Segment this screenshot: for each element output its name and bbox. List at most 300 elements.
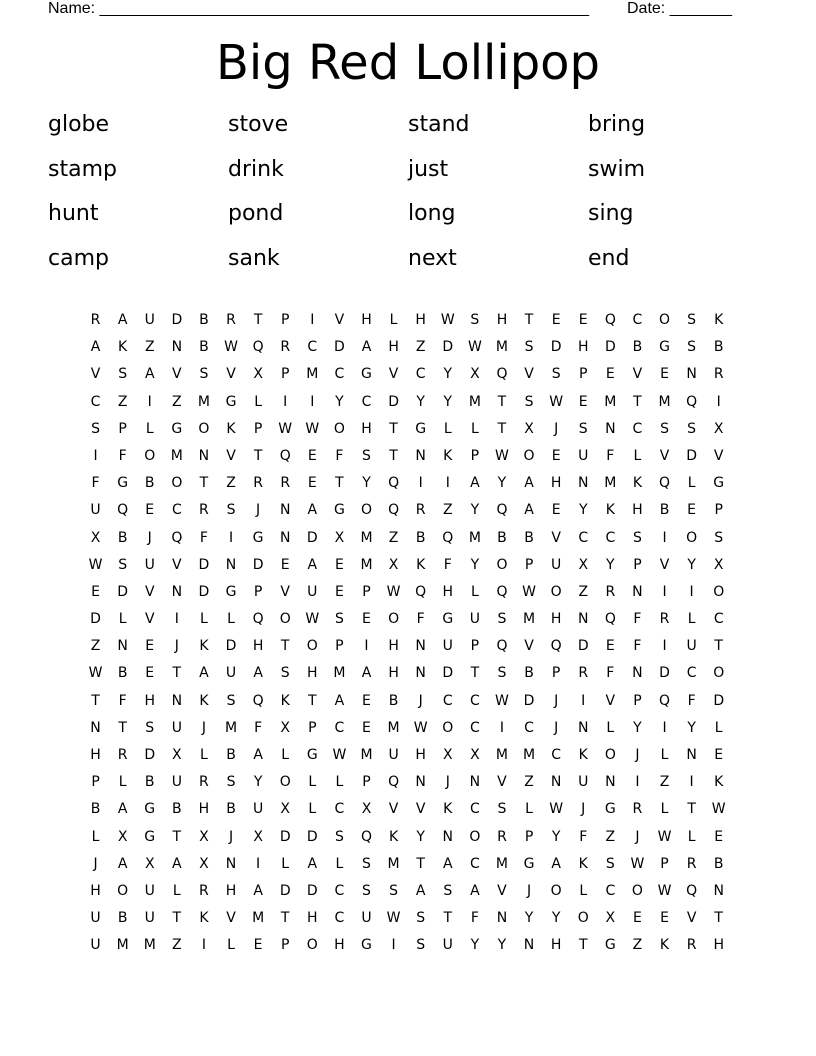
grid-letter[interactable]: Q bbox=[252, 611, 264, 628]
grid-letter[interactable]: L bbox=[606, 719, 615, 736]
grid-letter[interactable]: J bbox=[445, 774, 450, 791]
grid-letter[interactable]: A bbox=[307, 855, 318, 872]
grid-letter[interactable]: C bbox=[171, 502, 182, 519]
grid-letter[interactable]: T bbox=[253, 447, 263, 464]
grid-letter[interactable]: O bbox=[550, 583, 562, 600]
grid-letter[interactable]: R bbox=[605, 583, 616, 600]
grid-letter[interactable]: K bbox=[714, 774, 724, 791]
grid-letter[interactable]: N bbox=[469, 774, 481, 791]
grid-letter[interactable]: T bbox=[172, 828, 182, 845]
grid-letter[interactable]: X bbox=[253, 366, 263, 383]
grid-letter[interactable]: A bbox=[334, 692, 345, 709]
grid-letter[interactable]: U bbox=[144, 910, 155, 927]
grid-letter[interactable]: X bbox=[388, 556, 399, 573]
grid-letter[interactable]: I bbox=[662, 638, 667, 655]
grid-letter[interactable]: Q bbox=[659, 475, 671, 492]
grid-letter[interactable]: S bbox=[497, 801, 507, 818]
grid-letter[interactable]: C bbox=[307, 339, 318, 356]
grid-letter[interactable]: X bbox=[117, 828, 128, 845]
grid-letter[interactable]: E bbox=[145, 638, 155, 655]
grid-letter[interactable]: C bbox=[90, 393, 101, 410]
grid-letter[interactable]: A bbox=[307, 502, 318, 519]
grid-letter[interactable]: A bbox=[117, 801, 128, 818]
grid-letter[interactable]: B bbox=[226, 801, 236, 818]
grid-letter[interactable]: Y bbox=[551, 910, 561, 927]
grid-letter[interactable]: Q bbox=[388, 475, 400, 492]
grid-letter[interactable]: I bbox=[310, 312, 315, 328]
grid-letter[interactable]: S bbox=[687, 312, 697, 328]
grid-letter[interactable]: G bbox=[306, 747, 318, 763]
grid-letter[interactable]: T bbox=[91, 692, 100, 709]
grid-letter[interactable]: F bbox=[118, 692, 127, 709]
grid-letter[interactable]: X bbox=[713, 420, 724, 437]
grid-letter[interactable]: T bbox=[389, 420, 398, 437]
grid-letter[interactable]: B bbox=[117, 910, 128, 927]
grid-letter[interactable]: P bbox=[362, 583, 371, 600]
grid-letter[interactable]: C bbox=[334, 882, 345, 899]
grid-letter[interactable]: R bbox=[280, 339, 291, 356]
grid-letter[interactable]: C bbox=[551, 747, 562, 763]
grid-letter[interactable]: L bbox=[91, 828, 100, 845]
grid-letter[interactable]: Y bbox=[443, 366, 453, 383]
grid-letter[interactable]: K bbox=[714, 312, 724, 328]
grid-letter[interactable]: G bbox=[252, 529, 264, 546]
grid-letter[interactable]: D bbox=[279, 828, 291, 845]
grid-letter[interactable]: L bbox=[227, 611, 235, 628]
grid-letter[interactable]: F bbox=[443, 556, 452, 573]
grid-letter[interactable]: S bbox=[497, 611, 507, 628]
grid-letter[interactable]: M bbox=[495, 339, 508, 356]
grid-letter[interactable]: O bbox=[360, 502, 372, 519]
grid-letter[interactable]: A bbox=[551, 855, 561, 872]
grid-letter[interactable]: H bbox=[415, 312, 426, 328]
grid-letter[interactable]: Z bbox=[172, 393, 182, 410]
grid-letter[interactable]: Q bbox=[442, 529, 454, 546]
grid-letter[interactable]: M bbox=[224, 719, 238, 736]
grid-letter[interactable]: D bbox=[279, 882, 291, 899]
grid-letter[interactable]: X bbox=[470, 366, 480, 383]
grid-letter[interactable]: H bbox=[577, 339, 589, 356]
grid-letter[interactable]: S bbox=[226, 502, 236, 519]
grid-letter[interactable]: U bbox=[361, 910, 372, 927]
grid-letter[interactable]: Q bbox=[550, 638, 562, 655]
grid-letter[interactable]: E bbox=[145, 502, 155, 519]
grid-letter[interactable]: E bbox=[660, 366, 669, 383]
grid-letter[interactable]: L bbox=[118, 611, 127, 628]
grid-letter[interactable]: G bbox=[523, 855, 535, 872]
grid-letter[interactable]: E bbox=[307, 475, 317, 492]
grid-letter[interactable]: A bbox=[90, 339, 101, 356]
grid-letter[interactable]: Q bbox=[686, 882, 698, 899]
grid-letter[interactable]: A bbox=[253, 747, 263, 763]
grid-letter[interactable]: W bbox=[278, 420, 293, 437]
grid-letter[interactable]: N bbox=[632, 665, 643, 682]
grid-letter[interactable]: N bbox=[442, 828, 453, 845]
grid-letter[interactable]: V bbox=[226, 910, 236, 927]
grid-letter[interactable]: K bbox=[280, 692, 290, 709]
grid-letter[interactable]: B bbox=[144, 774, 155, 791]
grid-letter[interactable]: G bbox=[604, 801, 616, 818]
grid-letter[interactable]: M bbox=[387, 719, 400, 736]
grid-letter[interactable]: U bbox=[144, 882, 155, 899]
grid-letter[interactable]: N bbox=[577, 719, 589, 736]
grid-letter[interactable]: X bbox=[361, 801, 372, 818]
grid-letter[interactable]: N bbox=[713, 882, 724, 899]
grid-letter[interactable]: T bbox=[470, 665, 480, 682]
grid-letter[interactable]: I bbox=[201, 937, 206, 954]
grid-letter[interactable]: D bbox=[198, 583, 210, 600]
grid-letter[interactable]: P bbox=[91, 774, 100, 791]
grid-letter[interactable]: C bbox=[334, 366, 345, 383]
grid-letter[interactable]: L bbox=[172, 882, 181, 899]
grid-letter[interactable]: K bbox=[226, 420, 236, 437]
grid-letter[interactable]: Q bbox=[252, 692, 264, 709]
grid-letter[interactable]: Y bbox=[443, 393, 453, 410]
grid-letter[interactable]: H bbox=[388, 638, 399, 655]
grid-letter[interactable]: N bbox=[415, 774, 426, 791]
grid-letter[interactable]: T bbox=[687, 801, 696, 818]
grid-letter[interactable]: D bbox=[713, 692, 725, 709]
grid-letter[interactable]: S bbox=[280, 665, 290, 682]
grid-letter[interactable]: C bbox=[524, 719, 534, 736]
grid-letter[interactable]: R bbox=[253, 475, 263, 492]
grid-letter[interactable]: P bbox=[253, 583, 263, 600]
grid-letter[interactable]: U bbox=[225, 665, 237, 682]
grid-letter[interactable]: N bbox=[117, 638, 128, 655]
grid-letter[interactable]: S bbox=[578, 420, 588, 437]
grid-letter[interactable]: P bbox=[470, 638, 480, 655]
grid-letter[interactable]: D bbox=[523, 692, 535, 709]
grid-letter[interactable]: X bbox=[713, 556, 724, 573]
grid-letter[interactable]: H bbox=[632, 502, 643, 519]
grid-letter[interactable]: L bbox=[660, 747, 669, 763]
grid-letter[interactable]: I bbox=[635, 774, 640, 791]
grid-letter[interactable]: J bbox=[228, 828, 234, 845]
grid-letter[interactable]: B bbox=[117, 665, 128, 682]
grid-letter[interactable]: K bbox=[199, 910, 209, 927]
grid-letter[interactable]: L bbox=[633, 447, 642, 464]
grid-letter[interactable]: Q bbox=[496, 366, 508, 383]
grid-letter[interactable]: Z bbox=[659, 774, 670, 791]
grid-letter[interactable]: U bbox=[90, 910, 101, 927]
grid-letter[interactable]: H bbox=[334, 937, 345, 954]
grid-letter[interactable]: X bbox=[280, 719, 290, 736]
grid-letter[interactable]: B bbox=[172, 801, 182, 818]
grid-letter[interactable]: E bbox=[687, 502, 697, 519]
grid-letter[interactable]: R bbox=[686, 937, 697, 954]
grid-letter[interactable]: V bbox=[415, 801, 426, 818]
grid-letter[interactable]: X bbox=[199, 855, 209, 872]
grid-letter[interactable]: T bbox=[416, 855, 425, 872]
grid-letter[interactable]: P bbox=[280, 937, 290, 954]
grid-letter[interactable]: F bbox=[606, 447, 615, 464]
grid-letter[interactable]: J bbox=[554, 719, 559, 736]
grid-letter[interactable]: O bbox=[279, 774, 291, 791]
grid-letter[interactable]: K bbox=[199, 638, 209, 655]
grid-letter[interactable]: D bbox=[550, 339, 562, 356]
grid-letter[interactable]: N bbox=[171, 583, 183, 600]
grid-letter[interactable]: U bbox=[171, 774, 182, 791]
grid-letter[interactable]: L bbox=[470, 583, 479, 600]
grid-letter[interactable]: Q bbox=[496, 638, 508, 655]
grid-letter[interactable]: U bbox=[551, 556, 562, 573]
grid-letter[interactable]: G bbox=[361, 937, 372, 954]
grid-letter[interactable]: T bbox=[253, 312, 263, 328]
grid-letter[interactable]: H bbox=[252, 638, 264, 655]
grid-letter[interactable]: B bbox=[524, 665, 534, 682]
grid-letter[interactable]: R bbox=[199, 502, 209, 519]
grid-letter[interactable]: N bbox=[577, 611, 589, 628]
grid-letter[interactable]: W bbox=[305, 611, 320, 628]
grid-letter[interactable]: A bbox=[253, 665, 263, 682]
grid-letter[interactable]: B bbox=[524, 529, 534, 546]
grid-letter[interactable]: N bbox=[279, 529, 291, 546]
grid-letter[interactable]: D bbox=[577, 638, 589, 655]
grid-letter[interactable]: K bbox=[632, 475, 643, 492]
grid-letter[interactable]: G bbox=[659, 339, 670, 356]
grid-letter[interactable]: O bbox=[279, 611, 291, 628]
grid-letter[interactable]: U bbox=[469, 611, 480, 628]
grid-letter[interactable]: K bbox=[443, 447, 453, 464]
grid-letter[interactable]: Y bbox=[416, 393, 425, 410]
grid-letter[interactable]: B bbox=[117, 529, 128, 546]
grid-letter[interactable]: C bbox=[469, 801, 480, 818]
grid-letter[interactable]: X bbox=[524, 420, 534, 437]
grid-letter[interactable]: J bbox=[526, 882, 532, 899]
grid-letter[interactable]: P bbox=[633, 556, 642, 573]
grid-letter[interactable]: C bbox=[578, 529, 589, 546]
grid-letter[interactable]: S bbox=[660, 420, 669, 437]
grid-letter[interactable]: O bbox=[577, 910, 589, 927]
grid-letter[interactable]: N bbox=[605, 420, 616, 437]
grid-letter[interactable]: Q bbox=[252, 339, 264, 356]
grid-letter[interactable]: Q bbox=[171, 529, 183, 546]
grid-letter[interactable]: M bbox=[333, 665, 346, 682]
grid-letter[interactable]: A bbox=[524, 502, 534, 519]
grid-letter[interactable]: Q bbox=[415, 583, 427, 600]
grid-letter[interactable]: I bbox=[310, 393, 315, 410]
grid-letter[interactable]: M bbox=[360, 747, 373, 763]
grid-letter[interactable]: V bbox=[497, 774, 507, 791]
grid-letter[interactable]: R bbox=[659, 611, 670, 628]
grid-letter[interactable]: S bbox=[118, 366, 128, 383]
grid-letter[interactable]: R bbox=[280, 475, 291, 492]
grid-letter[interactable]: Z bbox=[144, 339, 155, 356]
grid-letter[interactable]: J bbox=[93, 855, 98, 872]
grid-letter[interactable]: T bbox=[280, 910, 290, 927]
grid-letter[interactable]: S bbox=[524, 339, 534, 356]
grid-letter[interactable]: D bbox=[225, 638, 237, 655]
grid-letter[interactable]: T bbox=[172, 910, 182, 927]
grid-letter[interactable]: O bbox=[198, 420, 210, 437]
grid-letter[interactable]: L bbox=[145, 420, 154, 437]
grid-letter[interactable]: Y bbox=[362, 475, 371, 492]
grid-letter[interactable]: O bbox=[144, 447, 156, 464]
grid-letter[interactable]: N bbox=[171, 692, 183, 709]
grid-letter[interactable]: R bbox=[713, 366, 724, 383]
grid-letter[interactable]: C bbox=[361, 393, 372, 410]
grid-letter[interactable]: S bbox=[551, 366, 561, 383]
grid-letter[interactable]: M bbox=[495, 747, 508, 763]
grid-letter[interactable]: L bbox=[470, 420, 479, 437]
grid-letter[interactable]: O bbox=[659, 312, 671, 328]
grid-letter[interactable]: L bbox=[389, 312, 398, 328]
grid-letter[interactable]: B bbox=[632, 339, 643, 356]
grid-letter[interactable]: Z bbox=[605, 828, 616, 845]
grid-letter[interactable]: S bbox=[524, 393, 534, 410]
grid-letter[interactable]: H bbox=[307, 910, 318, 927]
grid-letter[interactable]: Q bbox=[117, 502, 129, 519]
grid-letter[interactable]: U bbox=[171, 719, 182, 736]
grid-letter[interactable]: U bbox=[144, 556, 155, 573]
grid-letter[interactable]: I bbox=[662, 719, 667, 736]
grid-letter[interactable]: R bbox=[199, 882, 209, 899]
grid-letter[interactable]: F bbox=[416, 611, 425, 628]
grid-letter[interactable]: T bbox=[714, 638, 723, 655]
grid-letter[interactable]: B bbox=[199, 312, 209, 328]
grid-letter[interactable]: L bbox=[200, 747, 208, 763]
grid-letter[interactable]: D bbox=[388, 393, 399, 410]
grid-letter[interactable]: L bbox=[443, 420, 452, 437]
grid-letter[interactable]: U bbox=[578, 774, 589, 791]
grid-letter[interactable]: W bbox=[88, 665, 103, 682]
grid-letter[interactable]: P bbox=[362, 774, 371, 791]
grid-letter[interactable]: D bbox=[306, 529, 318, 546]
grid-letter[interactable]: T bbox=[172, 665, 182, 682]
grid-letter[interactable]: W bbox=[657, 882, 672, 899]
grid-letter[interactable]: Y bbox=[470, 556, 480, 573]
grid-letter[interactable]: V bbox=[226, 366, 236, 383]
grid-letter[interactable]: L bbox=[714, 719, 723, 736]
grid-letter[interactable]: M bbox=[523, 611, 536, 628]
grid-letter[interactable]: Q bbox=[388, 502, 400, 519]
grid-letter[interactable]: S bbox=[199, 366, 209, 383]
grid-letter[interactable]: S bbox=[632, 529, 642, 546]
grid-letter[interactable]: W bbox=[386, 583, 401, 600]
grid-letter[interactable]: K bbox=[388, 828, 399, 845]
grid-letter[interactable]: S bbox=[470, 312, 480, 328]
grid-letter[interactable]: Y bbox=[687, 556, 696, 573]
grid-letter[interactable]: O bbox=[496, 556, 508, 573]
grid-letter[interactable]: D bbox=[90, 611, 101, 628]
grid-letter[interactable]: D bbox=[252, 556, 264, 573]
grid-letter[interactable]: G bbox=[225, 393, 237, 410]
grid-letter[interactable]: V bbox=[144, 583, 155, 600]
grid-letter[interactable]: E bbox=[551, 312, 561, 328]
grid-letter[interactable]: Z bbox=[415, 339, 426, 356]
grid-letter[interactable]: V bbox=[90, 366, 101, 383]
grid-letter[interactable]: V bbox=[659, 556, 670, 573]
grid-letter[interactable]: I bbox=[174, 611, 179, 628]
grid-letter[interactable]: C bbox=[469, 855, 480, 872]
grid-letter[interactable]: V bbox=[686, 910, 697, 927]
grid-letter[interactable]: B bbox=[144, 475, 155, 492]
grid-letter[interactable]: F bbox=[606, 665, 615, 682]
grid-letter[interactable]: P bbox=[524, 556, 534, 573]
grid-letter[interactable]: H bbox=[225, 882, 237, 899]
grid-letter[interactable]: P bbox=[118, 420, 127, 437]
grid-letter[interactable]: E bbox=[91, 583, 100, 600]
grid-letter[interactable]: A bbox=[117, 312, 128, 328]
grid-letter[interactable]: W bbox=[549, 801, 564, 818]
grid-letter[interactable]: I bbox=[662, 529, 667, 546]
grid-letter[interactable]: C bbox=[632, 312, 643, 328]
grid-letter[interactable]: H bbox=[550, 611, 562, 628]
grid-letter[interactable]: R bbox=[199, 774, 209, 791]
grid-letter[interactable]: P bbox=[660, 855, 669, 872]
grid-letter[interactable]: E bbox=[253, 937, 263, 954]
grid-letter[interactable]: G bbox=[144, 828, 156, 845]
grid-letter[interactable]: D bbox=[144, 747, 156, 763]
grid-letter[interactable]: L bbox=[308, 774, 317, 791]
grid-letter[interactable]: K bbox=[578, 747, 588, 763]
grid-letter[interactable]: H bbox=[388, 339, 399, 356]
grid-letter[interactable]: B bbox=[388, 692, 399, 709]
grid-letter[interactable]: G bbox=[333, 502, 345, 519]
grid-letter[interactable]: K bbox=[659, 937, 670, 954]
grid-letter[interactable]: S bbox=[226, 774, 236, 791]
grid-letter[interactable]: H bbox=[496, 312, 508, 328]
grid-letter[interactable]: C bbox=[605, 529, 616, 546]
grid-letter[interactable]: H bbox=[307, 665, 318, 682]
grid-letter[interactable]: W bbox=[413, 719, 428, 736]
grid-letter[interactable]: F bbox=[687, 692, 696, 709]
grid-letter[interactable]: X bbox=[144, 855, 155, 872]
grid-letter[interactable]: Z bbox=[90, 638, 101, 655]
grid-letter[interactable]: R bbox=[497, 828, 507, 845]
grid-letter[interactable]: Z bbox=[388, 529, 399, 546]
grid-letter[interactable]: M bbox=[468, 393, 481, 410]
grid-letter[interactable]: N bbox=[523, 937, 535, 954]
grid-letter[interactable]: N bbox=[171, 339, 183, 356]
grid-letter[interactable]: Q bbox=[279, 447, 291, 464]
grid-letter[interactable]: Z bbox=[226, 475, 236, 492]
grid-letter[interactable]: E bbox=[605, 638, 615, 655]
grid-letter[interactable]: Y bbox=[253, 774, 263, 791]
grid-letter[interactable]: E bbox=[307, 447, 317, 464]
grid-letter[interactable]: L bbox=[687, 828, 696, 845]
grid-letter[interactable]: X bbox=[90, 529, 101, 546]
grid-letter[interactable]: H bbox=[361, 420, 372, 437]
grid-letter[interactable]: R bbox=[226, 312, 236, 328]
grid-letter[interactable]: E bbox=[362, 692, 371, 709]
grid-letter[interactable]: F bbox=[199, 529, 208, 546]
grid-letter[interactable]: Z bbox=[524, 774, 534, 791]
grid-letter[interactable]: L bbox=[525, 801, 533, 818]
grid-letter[interactable]: K bbox=[605, 502, 615, 519]
grid-letter[interactable]: Z bbox=[117, 393, 128, 410]
grid-letter[interactable]: T bbox=[280, 638, 290, 655]
grid-letter[interactable]: W bbox=[88, 556, 103, 573]
grid-letter[interactable]: N bbox=[225, 855, 237, 872]
grid-letter[interactable]: N bbox=[496, 910, 508, 927]
grid-letter[interactable]: J bbox=[418, 692, 423, 709]
grid-letter[interactable]: O bbox=[333, 420, 345, 437]
grid-letter[interactable]: D bbox=[306, 828, 318, 845]
grid-letter[interactable]: P bbox=[308, 719, 317, 736]
grid-letter[interactable]: O bbox=[523, 447, 535, 464]
grid-letter[interactable]: Y bbox=[687, 719, 696, 736]
grid-letter[interactable]: I bbox=[364, 638, 369, 655]
grid-letter[interactable]: J bbox=[256, 502, 261, 519]
grid-letter[interactable]: V bbox=[226, 447, 236, 464]
grid-letter[interactable]: I bbox=[689, 583, 694, 600]
grid-letter[interactable]: P bbox=[633, 692, 642, 709]
grid-letter[interactable]: M bbox=[523, 747, 536, 763]
grid-letter[interactable]: E bbox=[362, 611, 371, 628]
grid-letter[interactable]: I bbox=[147, 393, 152, 410]
grid-letter[interactable]: Y bbox=[524, 910, 534, 927]
